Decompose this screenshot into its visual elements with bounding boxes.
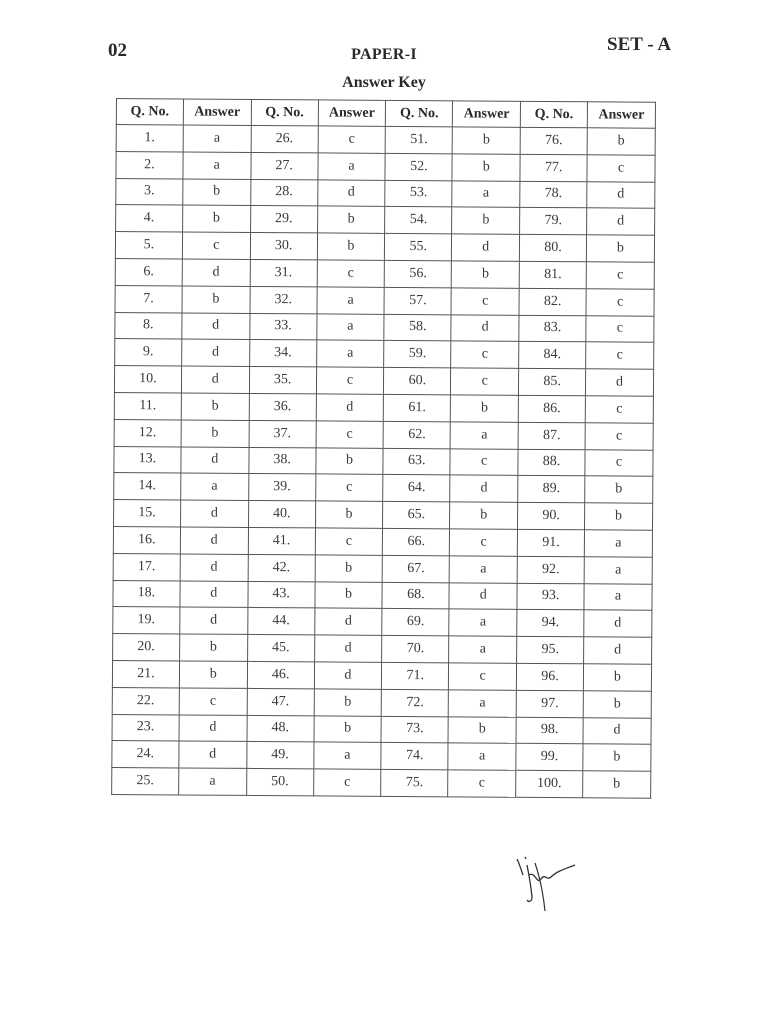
question-number-cell: 9.	[115, 339, 182, 366]
table-row	[115, 339, 654, 370]
question-number-cell: 10.	[114, 366, 181, 393]
column-header-answer: Answer	[183, 99, 251, 125]
answer-cell: d	[182, 259, 250, 286]
question-number-cell: 82.	[519, 288, 586, 315]
table-row	[112, 768, 651, 799]
answer-cell: a	[316, 313, 384, 340]
table-row	[112, 687, 651, 718]
answer-cell: d	[585, 369, 653, 396]
question-number-cell: 14.	[114, 473, 181, 500]
question-number-cell: 54.	[385, 207, 452, 234]
question-number-cell: 36.	[249, 393, 316, 420]
column-header-answer: Answer	[318, 100, 386, 126]
question-number-cell: 98.	[516, 717, 583, 744]
question-number-cell: 84.	[519, 342, 586, 369]
answer-cell: c	[587, 155, 655, 182]
answer-cell: b	[452, 207, 520, 234]
question-number-cell: 6.	[115, 258, 182, 285]
question-number-cell: 20.	[113, 634, 180, 661]
answer-cell: b	[450, 395, 518, 422]
answer-cell: c	[315, 528, 383, 555]
answer-cell: b	[451, 261, 519, 288]
answer-cell: c	[449, 663, 517, 690]
answer-cell: b	[583, 691, 651, 718]
question-number-cell: 68.	[382, 582, 449, 609]
answer-cell: c	[451, 288, 519, 315]
question-number-cell: 89.	[518, 476, 585, 503]
question-number-cell: 61.	[384, 394, 451, 421]
answer-cell: c	[451, 341, 519, 368]
answer-cell: b	[584, 503, 652, 530]
answer-cell: d	[587, 181, 655, 208]
answer-cell: b	[452, 127, 520, 154]
answer-cell: c	[313, 769, 381, 796]
question-number-cell: 22.	[112, 687, 179, 714]
answer-cell: a	[452, 180, 520, 207]
answer-cell: c	[451, 368, 519, 395]
table-row	[116, 205, 655, 236]
handwritten-signature-icon	[505, 845, 585, 915]
answer-cell: b	[583, 771, 651, 798]
question-number-cell: 55.	[385, 234, 452, 261]
question-number-cell: 40.	[248, 501, 315, 528]
answer-cell: c	[448, 770, 516, 797]
table-row	[113, 553, 652, 584]
answer-cell: d	[451, 314, 519, 341]
answer-key-table	[111, 98, 656, 799]
question-number-cell: 92.	[517, 556, 584, 583]
answer-cell: c	[318, 126, 386, 153]
question-number-cell: 2.	[116, 151, 183, 178]
question-number-cell: 35.	[249, 367, 316, 394]
question-number-cell: 100.	[516, 770, 583, 797]
question-number-cell: 15.	[114, 500, 181, 527]
question-number-cell: 53.	[385, 180, 452, 207]
question-number-cell: 93.	[517, 583, 584, 610]
answer-cell: d	[314, 662, 382, 689]
question-number-cell: 44.	[247, 608, 314, 635]
question-number-cell: 88.	[518, 449, 585, 476]
table-row	[116, 125, 655, 156]
question-number-cell: 85.	[519, 368, 586, 395]
question-number-cell: 5.	[115, 232, 182, 259]
table-row	[116, 178, 655, 209]
table-row	[112, 741, 651, 772]
question-number-cell: 47.	[247, 688, 314, 715]
answer-key-body	[112, 125, 656, 799]
answer-cell: b	[585, 476, 653, 503]
answer-cell: c	[179, 688, 247, 715]
answer-cell: d	[583, 717, 651, 744]
question-number-cell: 26.	[251, 125, 318, 152]
question-number-cell: 45.	[247, 635, 314, 662]
answer-cell: a	[584, 530, 652, 557]
answer-cell: b	[314, 689, 382, 716]
question-number-cell: 8.	[115, 312, 182, 339]
answer-cell: b	[181, 393, 249, 420]
table-row	[114, 392, 653, 423]
question-number-cell: 34.	[249, 340, 316, 367]
answer-cell: d	[317, 180, 385, 207]
table-row	[113, 526, 652, 557]
question-number-cell: 21.	[112, 660, 179, 687]
question-number-cell: 73.	[381, 716, 448, 743]
question-number-cell: 86.	[518, 395, 585, 422]
table-row	[114, 366, 653, 397]
answer-cell: b	[315, 501, 383, 528]
table-row	[113, 634, 652, 665]
answer-cell: d	[181, 447, 249, 474]
question-number-cell: 4.	[116, 205, 183, 232]
question-number-cell: 19.	[113, 607, 180, 634]
answer-cell: d	[587, 208, 655, 235]
question-number-cell: 60.	[384, 368, 451, 395]
answer-cell: b	[314, 581, 382, 608]
answer-cell: d	[180, 581, 248, 608]
table-row	[113, 580, 652, 611]
question-number-cell: 66.	[383, 528, 450, 555]
question-number-cell: 28.	[250, 179, 317, 206]
table-row	[113, 607, 652, 638]
question-number-cell: 62.	[384, 421, 451, 448]
answer-cell: d	[316, 394, 384, 421]
question-number-cell: 23.	[112, 714, 179, 741]
answer-cell: c	[585, 423, 653, 450]
question-number-cell: 41.	[248, 527, 315, 554]
question-number-cell: 38.	[249, 447, 316, 474]
table-row	[115, 258, 654, 289]
question-number-cell: 30.	[250, 233, 317, 260]
question-number-cell: 32.	[250, 286, 317, 313]
answer-cell: b	[182, 205, 250, 232]
answer-cell: b	[315, 447, 383, 474]
table-row	[115, 312, 654, 343]
answer-cell: d	[450, 475, 518, 502]
question-number-cell: 48.	[247, 715, 314, 742]
question-number-cell: 74.	[381, 743, 448, 770]
answer-cell: b	[587, 128, 655, 155]
answer-cell: d	[180, 554, 248, 581]
answer-cell: c	[316, 421, 384, 448]
question-number-cell: 76.	[520, 127, 587, 154]
answer-cell: b	[317, 233, 385, 260]
answer-cell: b	[315, 555, 383, 582]
question-number-cell: 90.	[518, 502, 585, 529]
question-number-cell: 70.	[382, 636, 449, 663]
answer-cell: a	[448, 690, 516, 717]
question-number-cell: 11.	[114, 392, 181, 419]
page-number: 02	[108, 40, 127, 61]
answer-cell: a	[584, 557, 652, 584]
column-header-qno: Q. No.	[116, 99, 183, 125]
question-number-cell: 80.	[520, 235, 587, 262]
answer-cell: a	[317, 287, 385, 314]
question-number-cell: 75.	[381, 769, 448, 796]
question-number-cell: 17.	[113, 553, 180, 580]
question-number-cell: 43.	[248, 581, 315, 608]
question-number-cell: 51.	[386, 126, 453, 153]
answer-cell: d	[182, 313, 250, 340]
answer-key-title: Answer Key	[342, 74, 426, 91]
question-number-cell: 95.	[517, 636, 584, 663]
question-number-cell: 96.	[517, 663, 584, 690]
column-header-qno: Q. No.	[520, 101, 587, 127]
answer-cell: b	[314, 715, 382, 742]
question-number-cell: 27.	[251, 152, 318, 179]
question-number-cell: 59.	[384, 341, 451, 368]
answer-cell: c	[585, 396, 653, 423]
question-number-cell: 65.	[383, 502, 450, 529]
question-number-cell: 83.	[519, 315, 586, 342]
question-number-cell: 25.	[112, 768, 179, 795]
question-number-cell: 24.	[112, 741, 179, 768]
answer-cell: d	[584, 610, 652, 637]
question-number-cell: 13.	[114, 446, 181, 473]
table-header-row	[116, 99, 655, 129]
table-row	[114, 500, 653, 531]
answer-cell: a	[449, 609, 517, 636]
answer-cell: a	[317, 153, 385, 180]
question-number-cell: 16.	[113, 526, 180, 553]
answer-cell: b	[183, 179, 251, 206]
column-header-answer: Answer	[453, 101, 521, 127]
question-number-cell: 3.	[116, 178, 183, 205]
table-row	[114, 419, 653, 450]
answer-cell: a	[183, 125, 251, 152]
question-number-cell: 72.	[382, 689, 449, 716]
answer-cell: c	[585, 449, 653, 476]
set-label: SET - A	[607, 34, 672, 55]
answer-cell: c	[586, 262, 654, 289]
question-number-cell: 67.	[383, 555, 450, 582]
column-header-answer: Answer	[587, 102, 655, 128]
question-number-cell: 49.	[247, 742, 314, 769]
table-row	[115, 285, 654, 316]
answer-cell: d	[181, 339, 249, 366]
table-row	[114, 446, 653, 477]
paper-title: PAPER-I	[351, 46, 417, 63]
answer-cell: d	[314, 635, 382, 662]
question-number-cell: 99.	[516, 744, 583, 771]
answer-cell: d	[180, 527, 248, 554]
question-number-cell: 29.	[250, 206, 317, 233]
question-number-cell: 56.	[385, 260, 452, 287]
answer-cell: a	[448, 743, 516, 770]
answer-cell: c	[316, 367, 384, 394]
question-number-cell: 12.	[114, 419, 181, 446]
answer-cell: b	[586, 235, 654, 262]
question-number-cell: 31.	[250, 259, 317, 286]
answer-cell: c	[586, 289, 654, 316]
question-number-cell: 87.	[518, 422, 585, 449]
answer-cell: d	[452, 234, 520, 261]
answer-cell: a	[183, 152, 251, 179]
question-number-cell: 33.	[250, 313, 317, 340]
question-number-cell: 18.	[113, 580, 180, 607]
question-number-cell: 91.	[517, 529, 584, 556]
answer-cell: a	[449, 636, 517, 663]
question-number-cell: 78.	[520, 181, 587, 208]
answer-cell: c	[450, 529, 518, 556]
table-row	[112, 660, 651, 691]
table-row	[112, 714, 651, 745]
answer-cell: d	[449, 582, 517, 609]
question-number-cell: 50.	[246, 769, 313, 796]
question-number-cell: 57.	[384, 287, 451, 314]
question-number-cell: 64.	[383, 475, 450, 502]
question-number-cell: 52.	[385, 153, 452, 180]
answer-cell: b	[583, 744, 651, 771]
answer-cell: c	[182, 232, 250, 259]
question-number-cell: 77.	[520, 154, 587, 181]
answer-cell: b	[452, 154, 520, 181]
answer-cell: c	[450, 448, 518, 475]
question-number-cell: 58.	[384, 314, 451, 341]
question-number-cell: 63.	[383, 448, 450, 475]
answer-cell: d	[179, 741, 247, 768]
question-number-cell: 69.	[382, 609, 449, 636]
answer-cell: b	[317, 206, 385, 233]
table-row	[116, 151, 655, 182]
table-row	[114, 473, 653, 504]
answer-cell: d	[181, 366, 249, 393]
answer-cell: d	[180, 607, 248, 634]
column-header-qno: Q. No.	[386, 100, 453, 126]
answer-cell: d	[180, 500, 248, 527]
answer-cell: b	[179, 634, 247, 661]
answer-cell: a	[584, 583, 652, 610]
answer-cell: b	[182, 286, 250, 313]
answer-cell: c	[315, 474, 383, 501]
answer-cell: a	[178, 768, 246, 795]
answer-cell: a	[450, 422, 518, 449]
question-number-cell: 46.	[247, 661, 314, 688]
question-number-cell: 81.	[519, 261, 586, 288]
question-number-cell: 79.	[520, 208, 587, 235]
answer-cell: b	[448, 716, 516, 743]
question-number-cell: 42.	[248, 554, 315, 581]
answer-cell: b	[450, 502, 518, 529]
answer-cell: d	[584, 637, 652, 664]
question-number-cell: 71.	[382, 662, 449, 689]
answer-cell: a	[449, 556, 517, 583]
answer-cell: a	[181, 473, 249, 500]
table-row	[115, 232, 654, 263]
answer-cell: a	[313, 742, 381, 769]
answer-cell: c	[586, 315, 654, 342]
question-number-cell: 7.	[115, 285, 182, 312]
answer-cell: d	[179, 714, 247, 741]
answer-cell: c	[586, 342, 654, 369]
answer-cell: c	[317, 260, 385, 287]
question-number-cell: 37.	[249, 420, 316, 447]
answer-cell: a	[316, 340, 384, 367]
question-number-cell: 94.	[517, 610, 584, 637]
question-number-cell: 97.	[516, 690, 583, 717]
question-number-cell: 39.	[248, 474, 315, 501]
answer-cell: b	[583, 664, 651, 691]
answer-cell: b	[181, 420, 249, 447]
column-header-qno: Q. No.	[251, 99, 318, 125]
answer-cell: d	[314, 608, 382, 635]
question-number-cell: 1.	[116, 125, 183, 152]
answer-cell: b	[179, 661, 247, 688]
